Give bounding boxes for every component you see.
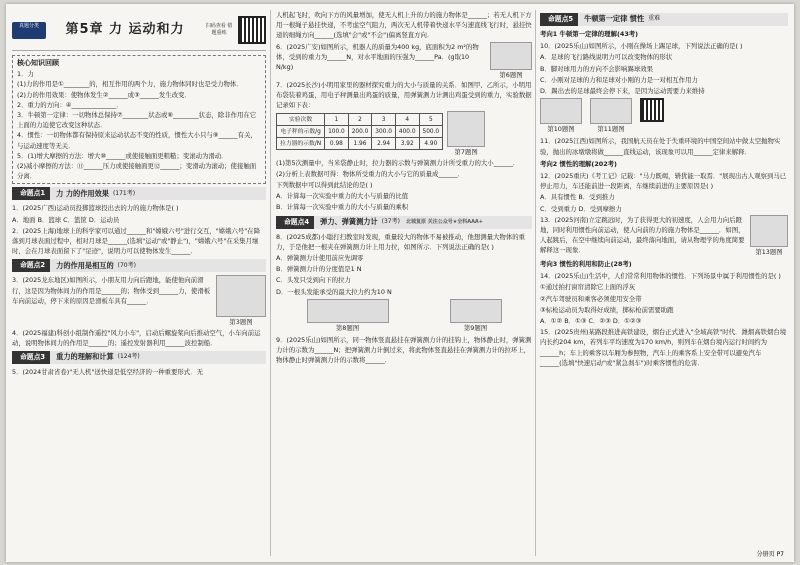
option: B．计算每一次实验中重力的大小与质量的乘积: [276, 203, 409, 212]
space-station-figure: [590, 98, 632, 124]
knowledge-item: 4．惯性：一切物体都有保持原来运动状态不变的性质，惯性大小只与⑨______有关，与运动速度等无关．: [17, 131, 257, 150]
skating-figure: [216, 275, 266, 317]
knowledge-item: 5．(1)增大摩擦的方法：增大⑩______或使接触面更粗糙；变滚动为滑动．: [17, 151, 228, 160]
section-number: 命题点2: [15, 259, 50, 272]
question: 6．(2025广安)如图所示，机器人的质量为400 kg，底面积为2 m²的物体，受到的重力为______N，对水平地面的压强为______Pa．(g取10 N/kg): [276, 42, 479, 72]
figure-caption: 第10题图: [547, 125, 575, 134]
column-right: [540, 10, 788, 369]
figure-caption: 第11题图: [597, 125, 625, 134]
knowledge-review-box: [12, 55, 266, 184]
section-title: 牛顿第一定律 惯性: [584, 14, 645, 24]
statement: ③标枪运动员为取得好成绩，掷标枪前需要助跑: [540, 305, 674, 314]
question: 11．(2025江西)如图所示，我国航天员在处于失重环境的中国空间站中做太空抛物实验，抛出的冰墩墩将做______直线运动，该现象可以用______定律来解释．: [540, 137, 781, 156]
section-title: 重力的理解和计算: [56, 352, 114, 362]
section-title: 弹力、弹簧测力计: [320, 217, 378, 227]
option: B．弹簧测力计的分度值是1 N: [276, 265, 362, 274]
section-count: (171考): [112, 189, 136, 197]
question: 12．(2025重庆)《考工记》记载："马力既竭，辀犹能一取焉．"展现出古人观察到马已停止用力，车还能前进一段距离，车继续前进的主要原因是( ): [540, 172, 787, 191]
section-banner: [12, 351, 266, 364]
section-count: (124考): [117, 353, 140, 361]
option: C．小刚对足球的力和足球对小刚的力是一对相互作用力: [540, 75, 698, 84]
table-row: 拉力器的示数/N 0.98 1.96 2.94 3.92 4.90: [277, 138, 443, 150]
question: 10．(2025乐山)如图所示，小刚在操场上踢足球，下列说法正确的是( ): [540, 42, 743, 51]
question: 14．(2025乐山)生活中，人们常常利用物体的惯性．下列场景中属于利用惯性的是( ): [540, 272, 781, 281]
option: D．一根头发能承受的最大拉力约为10 N: [276, 287, 392, 296]
option: A．具有惯性 B．受到推力: [540, 193, 615, 202]
question-options: A．地面 B．篮球 C．篮筐 D．运动员: [12, 215, 120, 224]
robot-figure: [490, 42, 532, 70]
section-banner: [12, 187, 266, 200]
knowledge-title: 核心知识回顾: [17, 59, 59, 67]
scale-figure: [447, 111, 485, 147]
table-row: 电子秤的示数/g 100.0 200.0 300.0 400.0 500.0: [277, 126, 443, 138]
statement: ①通过拍打窗帘清除它上面的浮灰: [540, 283, 636, 292]
option: D．踢出去的足球最终会停下来，是因为运动需要力来维持: [540, 87, 705, 96]
option: B．脚对球用力的方向不会影响踢球效果: [540, 64, 654, 73]
section-number: 命题点1: [15, 187, 50, 200]
spring-figure: [307, 299, 389, 323]
qr-code-icon[interactable]: [238, 16, 266, 44]
chapter-header: [12, 10, 266, 51]
section-title: 力的作用是相互的: [56, 260, 114, 270]
knowledge-item: (1)力的作用是①________的，相互作用的两个力，施力物体同时也是受力物体．: [17, 80, 243, 89]
question: 13．(2025河南)立定跳远时，为了获得更大的初速度，人会用力向后蹬地，同时利用惯性向前运动，使人向前的力的施力物体是______．如图，人起跳后，在空中继续向前运动，最终落向地面，请从物理学的角度简要解释这一现象．: [540, 215, 745, 255]
figure-caption: 第13题图: [755, 247, 783, 256]
question: 人机起飞时，吹向下方的风量增加，使无人机上升的力的施力物体是______；若无人机下方用一根绳子悬挂快递，不考虑空气阻力，两次无人机带着快递水平匀速直线飞行时，悬挂快递的细绳方向______(选填"会"或"不会")偏离竖直方向．: [276, 11, 532, 40]
section-banner: [276, 216, 532, 229]
section-title: 力 力的作用效果: [56, 188, 109, 198]
section-number: 命题点5: [543, 13, 578, 26]
question: 8．(2025成都)小聪打扫教室时发现，重量较大的物体不易被推动，他想测量大物体的重力，于是他把一根夹在弹簧测力计上用力拉，如图所示．下列说法正确的是( ): [276, 232, 525, 251]
data-table: [276, 113, 443, 150]
figure-caption: 第9题图: [463, 323, 488, 332]
column-middle: [276, 10, 532, 367]
question: (2)分析上表数据可得：物体所受重力的大小与它的质量成______．: [276, 169, 464, 178]
knowledge-item: 3．牛顿第一定律：一切物体总保持⑦________状态或⑧________状态，除非作用在它上面的力迫使它改变这种状态．: [17, 111, 257, 130]
option: A．①② B．①③ C．②③ D．①②③: [540, 317, 642, 326]
option: C．头发只受到向下的拉力: [276, 276, 351, 285]
question: 7．(2025长沙)小明用家里的器材探究重力的大小与质量的关系．如图甲、乙所示，小明用布袋装着鸡蛋，用电子秤测量出鸡蛋的质量，用弹簧测力计测出鸡蛋受到的重力，实验数据记录如下表：: [276, 80, 532, 110]
figure-caption: 第3题图: [229, 318, 253, 327]
section-count: 重难: [648, 15, 661, 23]
section-banner: [12, 259, 266, 272]
figure-caption: 第6题图: [499, 70, 523, 79]
option: C．受到重力 D．受到摩擦力: [540, 204, 622, 213]
worksheet-page: [6, 4, 794, 562]
long-jump-figure: [750, 215, 788, 247]
column-left: [12, 10, 266, 378]
question: 9．(2025乐山)如图所示，同一物体竖直悬挂在弹簧测力计的挂钩上，物体静止时，弹簧测力计的示数为______N；把弹簧测力计倒过来，将此物体竖直悬挂在弹簧测力计的拉环上，物体静止时弹簧测力计的示数将______．: [276, 336, 532, 365]
section-banner: [540, 13, 788, 26]
section-count: (37考): [381, 218, 400, 226]
question: 5．(2024甘肃省卷)"无人机"送快递是低空经济的一种重要形式．无: [12, 368, 203, 377]
option: A．弹簧测力计使用前应先调零: [276, 254, 364, 263]
figure-caption: 第7题图: [454, 148, 478, 157]
question: 15．(2025贵州)某路段推进高铁建设，烟台正式进入"全域高铁"时代．潍烟高铁烟台境内长约204 km，若列车平均速度为170 km/h，则列车在烟台境内运行时间约为______h；车上的乘客以车厢为参照物，汽车上的乘客系上安全带可以避免汽车______(选填"快速启动"或"紧急刹车")时乘客惯性的危害．: [540, 328, 787, 367]
question: 1．(2025广西)运动员投掷篮球投出去的力的施力物体是( ): [12, 204, 179, 213]
question: (1)第5次测量中，当米袋静止时，拉力器的示数与弹簧测力计所受重力的大小______．: [276, 158, 520, 167]
section-number: 命题点4: [279, 216, 314, 229]
topic-heading: 考向1 牛顿第一定律的理解(43考): [540, 30, 639, 38]
question: 2．(2025上海)地球上的科学家可以通过______和"嫦娥六号"进行交互，"嫦娥六号"在降落到月球表面过程中，相对月球是______(选填"运动"或"静止")，"嫦娥六号"在采集月壤时，会在月球表面留下了"足迹"，说明力可以使物体发生______．: [12, 226, 260, 256]
figure-caption: 第8题图: [335, 323, 360, 332]
knowledge-item: (2)减小摩擦的方法：⑪______压力或使接触面更⑫______；变滑动为滚动；使接触面分离．: [17, 162, 257, 181]
knowledge-item: (2)力的作用效果：使物体发生②______或③______发生改变．: [17, 90, 191, 99]
question: 4．(2025福建)科创小组制作遥控"风力小车"，启动后螺旋桨向后推动空气，小车向前运动，说明物体间力的作用是______的；遥控发射器利用______波控制船．: [12, 328, 261, 347]
brand-logo: 真题分类: [12, 22, 46, 39]
option: A．计算每一次实验中重力的大小与质量的比值: [276, 192, 409, 201]
column-divider: [535, 10, 536, 556]
question: 3．(2025龙东地区)如图所示，小朋友用力向后蹬地，能使他向前滑行，这是因为物体间力的作用是______的；物体受到______力，使滑板车向前运动，停下来的原因是滑板车具有______．: [12, 276, 211, 305]
qr-code-icon[interactable]: [640, 98, 664, 122]
watermark-text: 北城复原 关注公众号★全科AAA+: [405, 219, 483, 226]
topic-heading: 考向2 惯性的理解(202考): [540, 159, 617, 168]
qr-caption: 扫码查看 错题重练: [205, 23, 233, 36]
section-number: 命题点3: [15, 351, 50, 364]
option: A．足球的飞行路线说明力可以改变物体的形状: [540, 53, 673, 62]
knowledge-item: 1．力: [17, 70, 34, 79]
table-header-row: 实验次数 1 2 3 4 5: [277, 114, 443, 126]
statement: ②汽车驾驶员和乘客必须使用安全带: [540, 294, 642, 303]
chapter-title: 第5章 力 运动和力: [65, 21, 185, 37]
knowledge-item: 2．重力的方向：④______________．: [17, 100, 123, 109]
section-count: (70考): [117, 261, 136, 269]
page-footer: 分册页 P7: [756, 551, 784, 558]
question: 下列数据中可以得到此结论的是( ): [276, 181, 373, 190]
column-divider: [270, 10, 271, 556]
scale-hanging-figure: [450, 299, 502, 323]
football-figure: [540, 98, 582, 124]
topic-heading: 考向3 惯性的利用和防止(28考): [540, 260, 632, 269]
